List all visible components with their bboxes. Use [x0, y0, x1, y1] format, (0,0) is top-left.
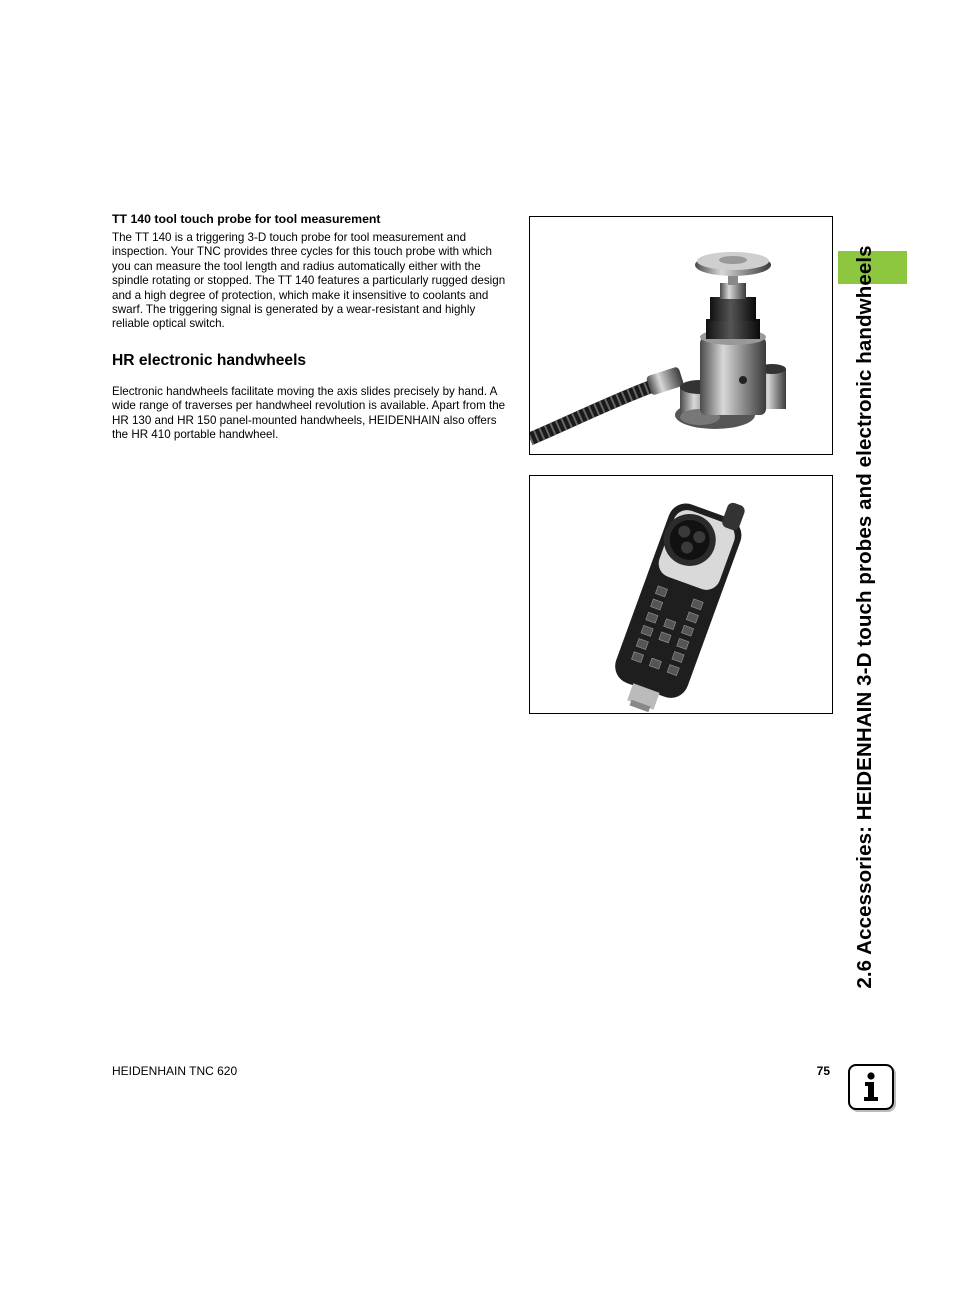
section-heading-hr-handwheels: HR electronic handwheels — [112, 352, 307, 369]
hr410-handwheel-illustration — [530, 476, 832, 713]
section-heading-tt140: TT 140 tool touch probe for tool measurement — [112, 212, 381, 226]
section-body-hr-handwheels: Electronic handwheels facilitate moving the axis slides precisely by hand. A wide range of traverses per handwheel revolution is available. Apart from the HR 130 and HR 150 panel-mounted handwheels, HEIDENHAIN also offers the HR 410 portable handwheel. — [112, 385, 506, 442]
page-number: 75 — [816, 1064, 830, 1078]
side-tab-title: 2.6 Accessories: HEIDENHAIN 3-D touch probes and electronic handwheels — [853, 245, 876, 989]
hr410-handwheel-photo — [529, 475, 833, 714]
tt140-probe-photo — [529, 216, 833, 455]
section-body-tt140: The TT 140 is a triggering 3-D touch probe for tool measurement and inspection. Your TNC provides three cycles for this touch probe with which you can measure the tool length and radius automatically either with the spindle rotating or stopped. The TT 140 features a particularly rugged design and a high degree of protection, which make it insensitive to coolants and swarf. The triggering signal is generated by a wear-resistant and highly reliable optical switch. — [112, 231, 506, 331]
info-icon — [848, 1064, 894, 1110]
footer-product-name: HEIDENHAIN TNC 620 — [112, 1064, 238, 1078]
side-tab — [838, 210, 892, 1025]
tt140-probe-illustration — [530, 217, 832, 454]
